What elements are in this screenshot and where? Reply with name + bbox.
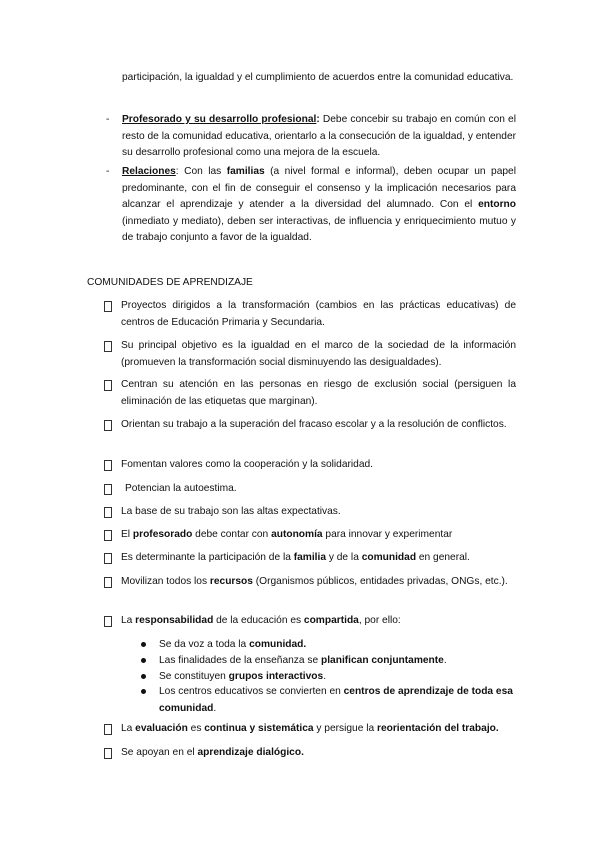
text-run: La	[121, 723, 136, 734]
sub-list-item	[141, 684, 516, 717]
checkbox-bullet-icon	[104, 380, 112, 391]
bold-run: continua y sistemática	[204, 723, 314, 734]
bold-run: reorientación del trabajo.	[376, 723, 499, 734]
bold-run: responsabilidad	[135, 615, 214, 626]
text-run: .	[213, 702, 217, 714]
list-item	[104, 338, 516, 371]
text-run: Se constituyen	[159, 671, 229, 682]
list-item-text: Su principal objetivo es la igualdad en el marco de la sociedad de la información (promueven la transformación social disminuyendo las desigualdades).	[121, 340, 516, 368]
text-run: , por ello:	[358, 615, 401, 626]
checkbox-bullet-icon	[104, 301, 112, 312]
bullet-dot-icon	[141, 658, 146, 663]
list-item	[104, 574, 516, 591]
text-run: .	[323, 671, 327, 682]
list-item	[104, 457, 516, 474]
bold-run: entorno	[478, 199, 516, 211]
checkbox-bullet-icon	[104, 507, 112, 518]
dash-item-body: Debe concebir su trabajo en común con el resto de la comunidad educativa, orientarlo a la consecución de la igualdad, y entender su desarrollo profesional como una mejora de la escuela.	[122, 114, 516, 159]
list-item	[104, 481, 516, 498]
list-item-text: Proyectos dirigidos a la transformación (cambios en las prácticas educativas) de centros de Educación Primaria y Secundaria.	[121, 300, 516, 328]
text-run: (Organismos públicos, entidades privadas, ONGs, etc.).	[252, 576, 508, 587]
sub-list-item	[141, 653, 516, 670]
dash-marker: -	[106, 114, 110, 125]
text-run: y persigue la	[313, 723, 377, 734]
list-item-text: Fomentan valores como la cooperación y la solidaridad.	[121, 459, 373, 470]
section-heading: COMUNIDADES DE APRENDIZAJE	[87, 277, 253, 288]
sub-list-item	[141, 637, 516, 654]
bold-run: aprendizaje dialógico.	[197, 747, 304, 758]
bullet-dot-icon	[141, 674, 146, 679]
list-item	[104, 417, 516, 434]
text-run: .	[443, 655, 447, 666]
checkbox-bullet-icon	[104, 748, 112, 759]
sub-list-item-text	[159, 637, 516, 654]
bold-run: recursos	[209, 576, 253, 587]
list-item-text	[121, 527, 516, 544]
checkbox-bullet-icon	[104, 341, 112, 352]
list-item	[104, 504, 516, 521]
list-item-text: Orientan su trabajo a la superación del fracaso escolar y a la resolución de conflictos.	[121, 419, 507, 430]
checkbox-bullet-icon	[104, 724, 112, 735]
sub-list-item-text	[159, 653, 516, 670]
text-run: es	[187, 723, 205, 734]
bold-run: familias	[226, 166, 265, 177]
list-item-text	[121, 721, 516, 738]
list-item-text: La base de su trabajo son las altas expectativas.	[121, 506, 341, 517]
dash-marker: -	[106, 166, 110, 177]
text-run: (a nivel formal e informal), deben ocupar un papel predominante, con el fin de conseguir el consenso y la implicación necesarios para alcanzar el aprendizaje y atender a la diversidad del alumnado. Con el	[122, 166, 516, 211]
dash-item-relaciones	[106, 164, 516, 247]
list-item	[104, 721, 516, 738]
dash-item-profesorado	[106, 112, 516, 162]
checkbox-bullet-icon	[104, 530, 112, 541]
checkbox-bullet-icon	[104, 553, 112, 564]
dash-item-title: Profesorado y su desarrollo profesional	[122, 114, 317, 125]
bullet-dot-icon	[141, 689, 146, 694]
text-run: y de la	[326, 552, 362, 563]
bold-run: profesorado	[132, 529, 193, 540]
bold-run: grupos interactivos	[228, 671, 324, 682]
text-run: Se da voz a toda la	[159, 639, 250, 650]
checkbox-bullet-icon	[104, 420, 112, 431]
text-run: : Con las	[175, 166, 227, 177]
list-item-text	[121, 613, 516, 630]
text-run: en general.	[416, 552, 470, 563]
checkbox-bullet-icon	[104, 484, 112, 495]
text-run: Es determinante la participación de la	[121, 552, 294, 563]
text-run: Las finalidades de la enseñanza se	[159, 655, 321, 666]
bold-run: planifican conjuntamente	[321, 655, 444, 666]
bullet-dot-icon	[141, 642, 146, 647]
bold-run: compartida	[303, 615, 359, 626]
dash-item-text	[122, 164, 516, 247]
checkbox-bullet-icon	[104, 460, 112, 471]
list-item-text	[121, 550, 516, 567]
text-run: Movilizan todos los	[121, 576, 210, 587]
bold-run: comunidad	[361, 552, 417, 563]
text-run: de la educación es	[213, 615, 304, 626]
text-run: Los centros educativos se convierten en	[159, 686, 344, 697]
text-run: (inmediato y mediato), deben ser interactivas, de influencia y enriquecimiento mutuo y de trabajo conjunto a favor de la igualdad.	[122, 215, 516, 244]
list-item	[104, 613, 516, 630]
list-item	[104, 298, 516, 331]
bold-run: centros de aprendizaje de toda esa comunidad	[159, 686, 513, 714]
list-item-text: Centran su atención en las personas en riesgo de exclusión social (persiguen la eliminación de las etiquetas que marginan).	[121, 379, 516, 407]
text-run: El	[121, 529, 133, 540]
list-item-text	[121, 574, 516, 591]
list-item	[104, 527, 516, 544]
text-run: La	[121, 615, 136, 626]
list-item	[104, 550, 516, 567]
list-item	[104, 377, 516, 410]
bold-run: familia	[293, 552, 327, 563]
checkbox-bullet-icon	[104, 616, 112, 627]
checkbox-bullet-icon	[104, 577, 112, 588]
text-run: para innovar y experimentar	[322, 529, 453, 540]
list-item-text: Potencian la autoestima.	[125, 483, 237, 494]
text-run: Se apoyan en el	[121, 747, 198, 758]
text-run: debe contar con	[192, 529, 272, 540]
sub-list-item-text	[159, 684, 516, 717]
list-item-text	[121, 745, 516, 762]
bold-run: comunidad.	[249, 639, 307, 650]
list-item	[104, 745, 516, 762]
dash-item-text: Profesorado y su desarrollo profesional: Debe concebir su trabajo en común con el resto de la comunidad educativa, orientarlo a la consecución de la igualdad, y entender su desarrollo profesional como una mejora de la escuela.	[122, 114, 516, 159]
dash-item-title: Relaciones	[122, 166, 176, 177]
continued-paragraph: participación, la igualdad y el cumplimiento de acuerdos entre la comunidad educativa.	[122, 72, 514, 83]
bold-run: autonomía	[271, 529, 323, 540]
bold-run: evaluación	[135, 723, 188, 734]
